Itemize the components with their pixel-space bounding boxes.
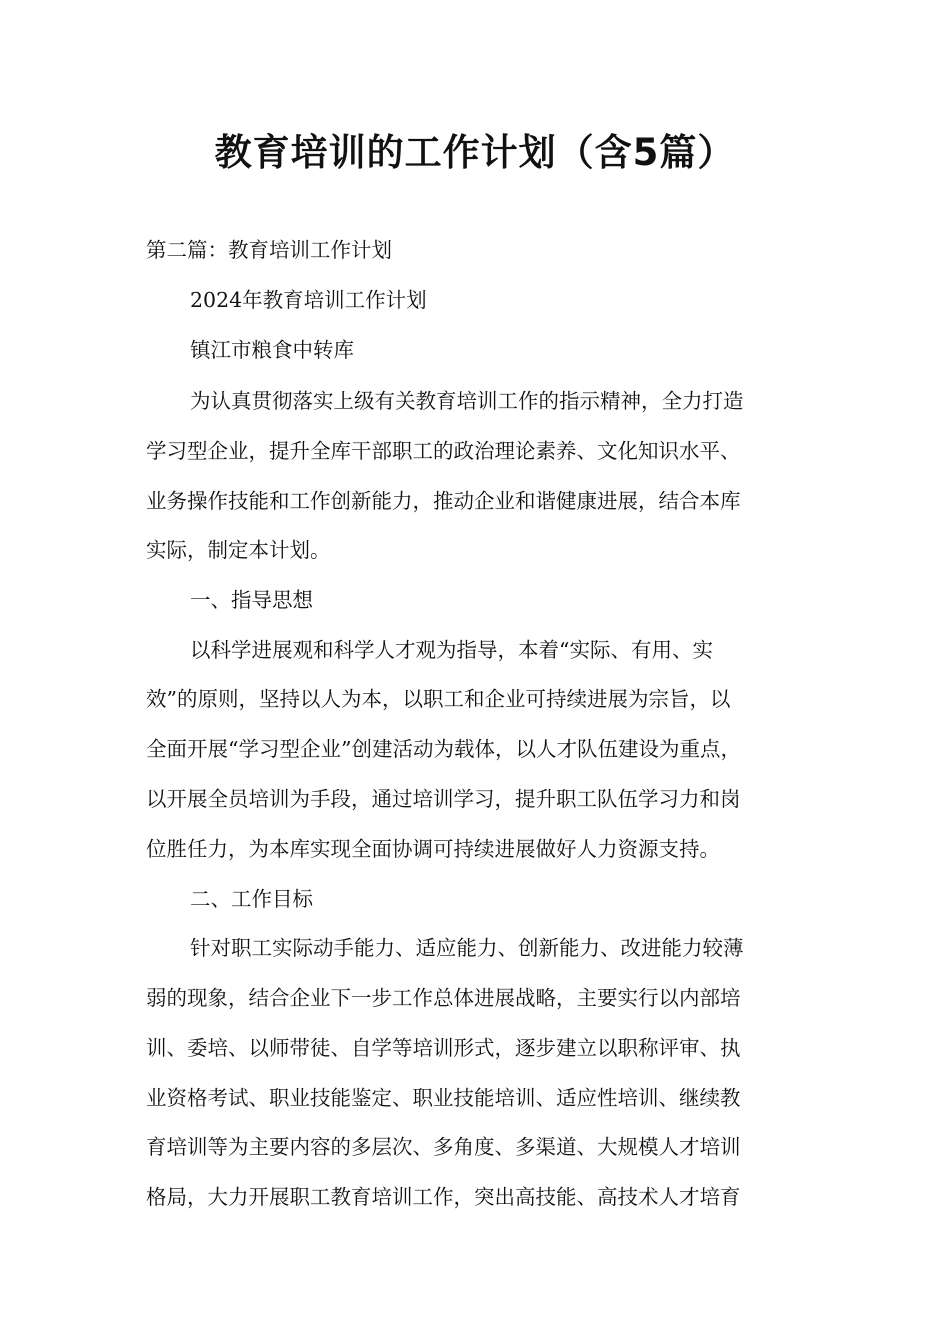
organization-name: 镇江市粮食中转库 [190,338,354,362]
paragraph-line: 位胜任力，为本库实现全面协调可持续进展做好人力资源支持。 [146,837,720,861]
paragraph-line: 实际，制定本计划。 [146,538,331,562]
plan-title: 2024年教育培训工作计划 [190,288,427,312]
paragraph-line: 全面开展“学习型企业”创建活动为载体，以人才队伍建设为重点， [146,737,741,761]
paragraph-line: 弱的现象，结合企业下一步工作总体进展战略，主要实行以内部培 [146,986,741,1010]
paragraph-line: 业务操作技能和工作创新能力，推动企业和谐健康进展，结合本库 [146,489,741,513]
section-heading: 一、指导思想 [190,588,313,612]
paragraph-line: 学习型企业，提升全库干部职工的政治理论素养、文化知识水平、 [146,439,741,463]
paragraph-line: 育培训等为主要内容的多层次、多角度、多渠道、大规模人才培训 [146,1135,741,1159]
section-heading: 第二篇：教育培训工作计划 [146,238,392,262]
section-heading: 二、工作目标 [190,887,313,911]
paragraph-line: 以科学进展观和科学人才观为指导，本着“实际、有用、实 [190,638,713,662]
paragraph-line: 以开展全员培训为手段，通过培训学习，提升职工队伍学习力和岗 [146,787,741,811]
paragraph-line: 为认真贯彻落实上级有关教育培训工作的指示精神，全力打造 [190,389,744,413]
paragraph-line: 业资格考试、职业技能鉴定、职业技能培训、适应性培训、继续教 [146,1086,741,1110]
paragraph-line: 效”的原则，坚持以人为本，以职工和企业可持续进展为宗旨，以 [146,687,731,711]
document-title: 教育培训的工作计划（含5篇） [214,131,736,174]
paragraph-line: 针对职工实际动手能力、适应能力、创新能力、改进能力较薄 [190,936,744,960]
paragraph-line: 训、委培、以师带徒、自学等培训形式，逐步建立以职称评审、执 [146,1036,741,1060]
paragraph-line: 格局，大力开展职工教育培训工作，突出高技能、高技术人才培育 [146,1185,741,1209]
